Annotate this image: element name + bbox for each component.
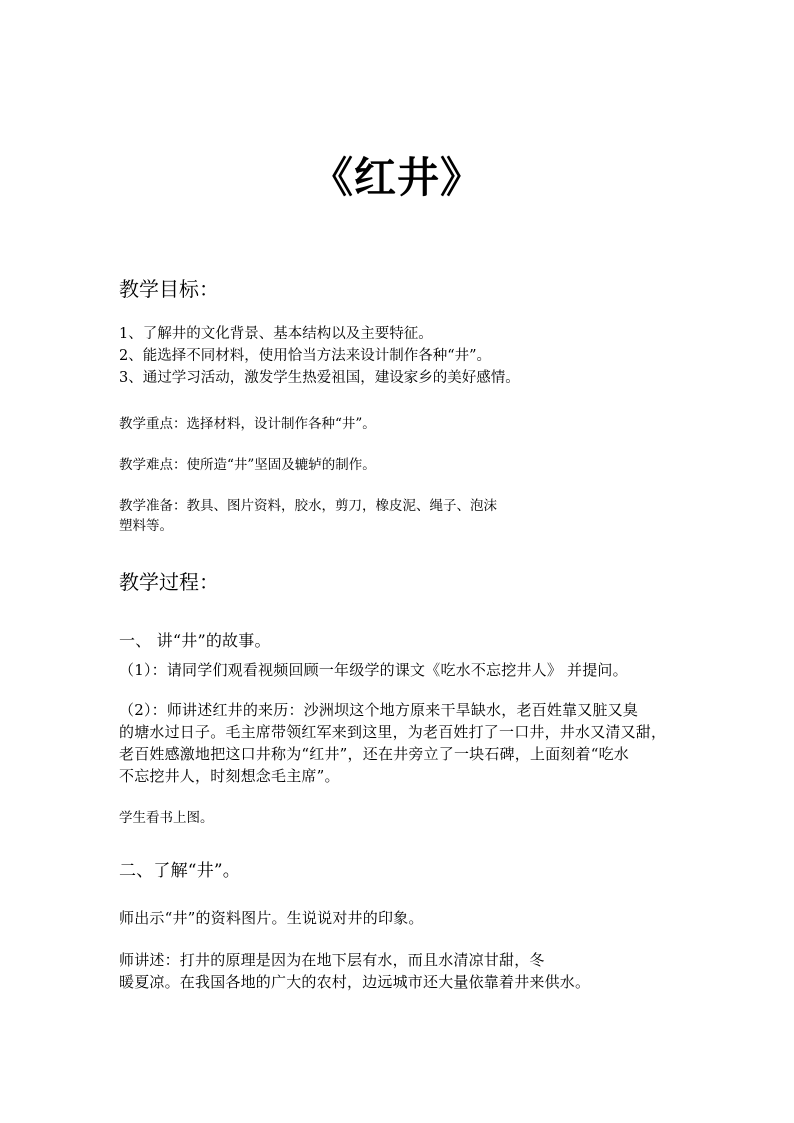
section2-para-line-2: 暖夏凉。在我国各地的广大的农村，边远城市还大量依靠着井来供水。 [119, 973, 591, 991]
key-point: 教学重点：选择材料，设计制作各种“井”。 [119, 416, 376, 432]
section1-step1: （1）：请同学们观看视频回顾一年级学的课文《吃水不忘挖井人》 并提问。 [119, 661, 628, 679]
section1-step2-line-2: 的塘水过日子。毛主席带领红军来到这里，为老百姓打了一口井，井水又清又甜， [119, 723, 667, 741]
document-title: 《红井》 [310, 153, 483, 202]
process-heading: 教学过程： [119, 570, 219, 594]
objective-item-3: 3、通过学习活动，激发学生热爱祖国，建设家乡的美好感情。 [119, 370, 520, 386]
section2-line-1: 师出示“井”的资料图片。生说说对井的印象。 [119, 909, 424, 927]
objectives-heading: 教学目标： [119, 277, 219, 301]
section1-heading: 一、 讲“井”的故事。 [119, 631, 271, 650]
section2-para-line-1: 师讲述：打井的原理是因为在地下层有水，而且水清凉甘甜，冬 [119, 951, 545, 969]
objective-item-1: 1、了解井的文化背景、基本结构以及主要特征。 [119, 326, 433, 342]
section1-step2-line-4: 不忘挖井人，时刻想念毛主席”。 [119, 767, 340, 785]
section1-step2-line-1: （2）：师讲述红井的来历：沙洲坝这个地方原来干旱缺水，老百姓靠又脏又臭 [119, 701, 639, 719]
difficulty: 教学难点：使所造“井”坚固及辘轳的制作。 [119, 457, 376, 473]
preparation-line-2: 塑料等。 [119, 518, 173, 534]
section1-note: 学生看书上图。 [119, 810, 214, 826]
preparation-line-1: 教学准备：教具、图片资料，胶水，剪刀，橡皮泥、绳子、泡沫 [119, 498, 497, 514]
section1-step2-line-3: 老百姓感激地把这口井称为“红井”，还在井旁立了一块石碑，上面刻着“吃水 [119, 745, 630, 763]
objective-item-2: 2、能选择不同材料，使用恰当方法来设计制作各种“井”。 [119, 348, 492, 364]
section2-heading: 二、了解“井”。 [119, 861, 240, 881]
